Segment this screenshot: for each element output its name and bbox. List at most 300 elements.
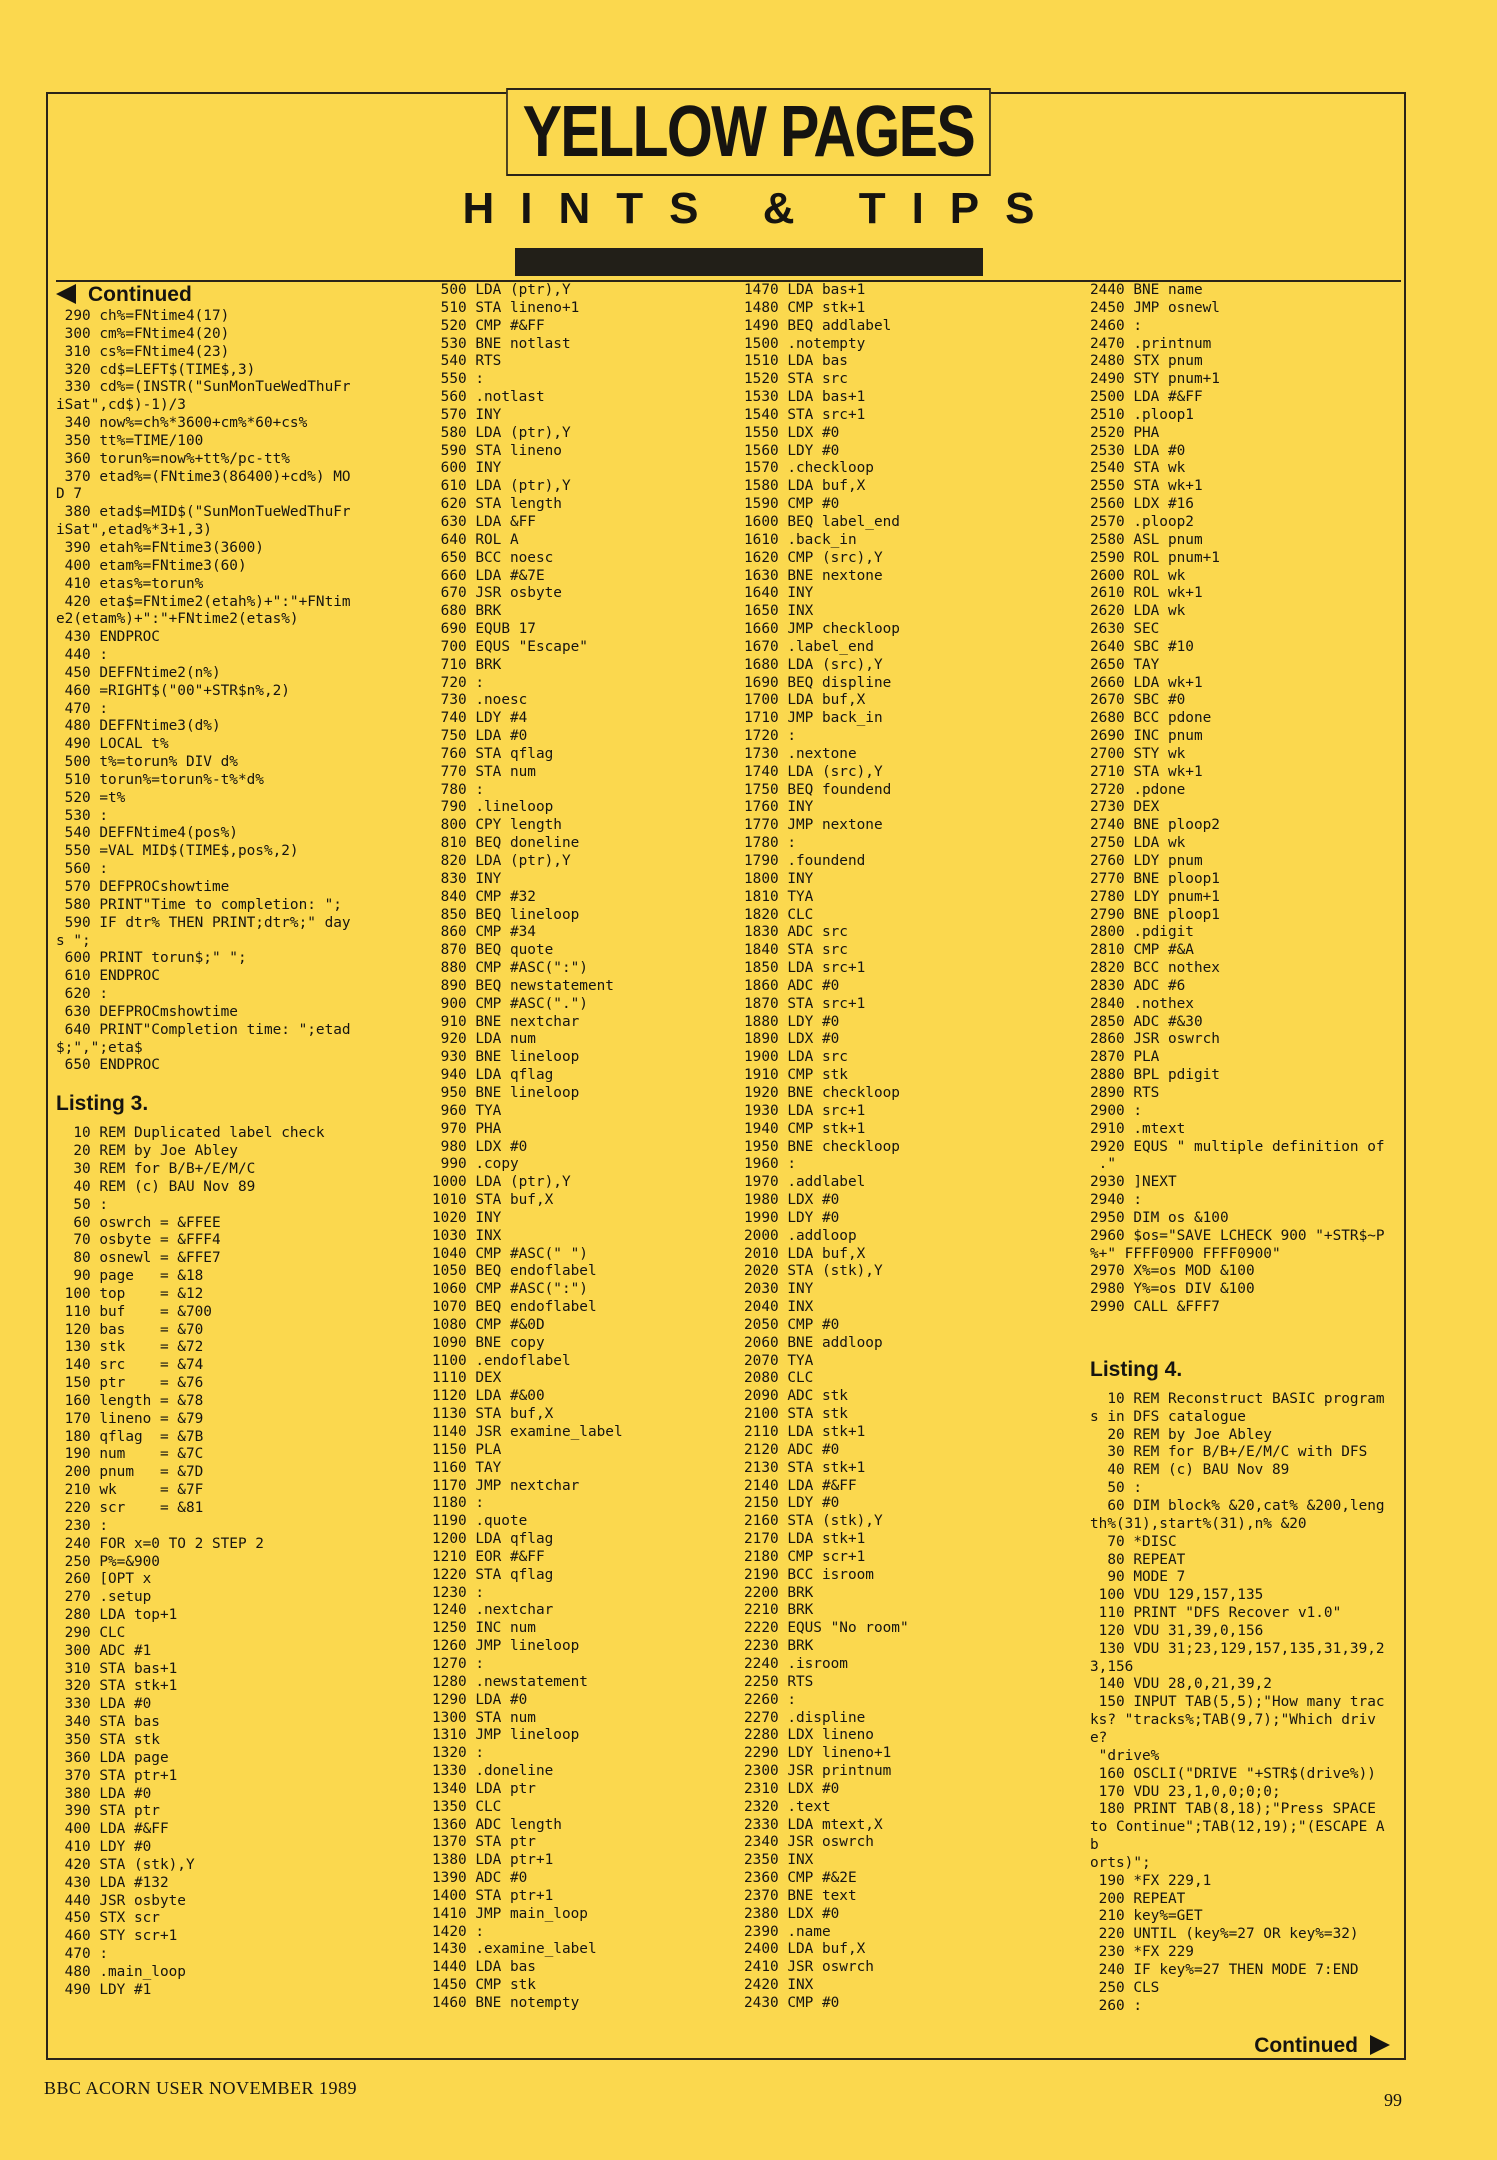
code-line: 1950 BNE checkloop [744, 1138, 900, 1155]
code-line: 1580 LDA buf,X [744, 478, 866, 495]
code-line: 10 REM Reconstruct BASIC program [1090, 1390, 1385, 1407]
code-line: 780 : [432, 781, 484, 798]
code-line: 1960 : [744, 1156, 796, 1173]
code-line: 1020 INY [432, 1209, 502, 1226]
code-line: 620 : [56, 986, 108, 1003]
code-line: e2(etam%)+":"+FNtime2(etas%) [56, 611, 299, 628]
code-line: 2400 LDA buf,X [744, 1941, 866, 1958]
code-line: 860 CMP #34 [432, 924, 536, 941]
code-line: 2500 LDA #&FF [1090, 389, 1203, 406]
code-line: 1630 BNE nextone [744, 567, 883, 584]
code-line: 210 key%=GET [1090, 1908, 1203, 1925]
code-line: 2980 Y%=os DIV &100 [1090, 1281, 1255, 1298]
code-line: 1090 BNE copy [432, 1334, 545, 1351]
code-line: 500 t%=torun% DIV d% [56, 754, 238, 771]
code-line: 2750 LDA wk [1090, 835, 1186, 852]
code-line: 2010 LDA buf,X [744, 1245, 866, 1262]
code-line: 830 INY [432, 870, 502, 887]
code-line: 690 EQUB 17 [432, 621, 536, 638]
code-line: to Continue";TAB(12,19);"(ESCAPE Ab [1090, 1819, 1385, 1854]
code-line: 1180 : [432, 1495, 484, 1512]
code-line: 200 REPEAT [1090, 1890, 1186, 1907]
code-line: 250 CLS [1090, 1979, 1160, 1996]
code-line: 2200 BRK [744, 1584, 814, 1601]
code-line: 2990 CALL &FFF7 [1090, 1299, 1220, 1316]
code-line: 1800 INY [744, 870, 814, 887]
code-line: 750 LDA #0 [432, 728, 528, 745]
code-line: 40 REM (c) BAU Nov 89 [1090, 1462, 1290, 1479]
code-line: 560 .notlast [432, 389, 545, 406]
code-line: 2440 BNE name [1090, 282, 1203, 298]
code-line: 1140 JSR examine_label [432, 1424, 623, 1440]
code-line: 1770 JMP nextone [744, 817, 883, 834]
code-line: 2520 PHA [1090, 424, 1160, 441]
code-line: 1730 .nextone [744, 745, 857, 762]
code-line: 100 VDU 129,157,135 [1090, 1587, 1264, 1604]
code-line: 510 STA lineno+1 [432, 299, 580, 316]
code-line: 650 BCC noesc [432, 549, 554, 566]
code-line: 2670 SBC #0 [1090, 692, 1186, 709]
code-line: 220 UNTIL (key%=27 OR key%=32) [1090, 1926, 1359, 1943]
code-line: 1650 INX [744, 603, 814, 620]
code-line: 1320 : [432, 1745, 484, 1762]
code-line: 80 osnewl = &FFE7 [56, 1250, 221, 1267]
code-line: 2970 X%=os MOD &100 [1090, 1263, 1255, 1280]
code-line: 2780 LDY pnum+1 [1090, 888, 1220, 905]
code-line: 2700 STY wk [1090, 745, 1186, 762]
code-line: 2720 .pdone [1090, 781, 1186, 798]
code-line: 1350 CLC [432, 1798, 502, 1815]
code-line: 180 qflag = &7B [56, 1428, 204, 1445]
code-line: 2560 LDX #16 [1090, 496, 1194, 513]
code-line: 900 CMP #ASC(".") [432, 995, 588, 1012]
code-line: s "; [56, 932, 91, 949]
code-line: 320 cd$=LEFT$(TIME$,3) [56, 361, 256, 378]
code-line: 1480 CMP stk+1 [744, 299, 866, 316]
code-line: 10 REM Duplicated label check [56, 1125, 325, 1142]
code-line: 2910 .mtext [1090, 1120, 1186, 1137]
code-line: 460 =RIGHT$("00"+STR$n%,2) [56, 682, 290, 699]
code-line: 2470 .printnum [1090, 335, 1212, 352]
code-line: 2620 LDA wk [1090, 603, 1186, 620]
code-line: 1160 TAY [432, 1459, 502, 1476]
arrow-left-icon [56, 284, 76, 304]
code-line: 760 STA qflag [432, 745, 554, 762]
code-line: 920 LDA num [432, 1031, 536, 1048]
code-line: 1330 .doneline [432, 1763, 554, 1780]
code-line: 360 LDA page [56, 1749, 169, 1766]
code-line: 550 : [432, 371, 484, 388]
code-line: 1530 LDA bas+1 [744, 389, 866, 406]
code-line: 1690 BEQ displine [744, 674, 892, 691]
code-line: 890 BEQ newstatement [432, 977, 614, 994]
code-line: 2900 : [1090, 1102, 1142, 1119]
code-line: 1430 .examine_label [432, 1941, 597, 1958]
code-line: 1900 LDA src [744, 1049, 848, 1066]
code-line: 1340 LDA ptr [432, 1780, 536, 1797]
code-line: s in DFS catalogue [1090, 1408, 1246, 1425]
code-line: 470 : [56, 1946, 108, 1963]
code-line: 360 torun%=now%+tt%/pc-tt% [56, 450, 290, 467]
code-line: 2110 LDA stk+1 [744, 1424, 866, 1440]
code-line: 2730 DEX [1090, 799, 1160, 816]
code-line: 790 .lineloop [432, 799, 554, 816]
code-line: 640 ROL A [432, 531, 519, 548]
code-line: iSat",cd$)-1)/3 [56, 397, 186, 414]
code-line: 2020 STA (stk),Y [744, 1263, 883, 1280]
code-line: 970 PHA [432, 1120, 502, 1137]
code-line: 430 ENDPROC [56, 629, 160, 646]
code-line: 2530 LDA #0 [1090, 442, 1186, 459]
continued-footer [1200, 2034, 1390, 2058]
code-line: 670 JSR osbyte [432, 585, 562, 602]
code-line: 420 eta$=FNtime2(etah%)+":"+FNtim [56, 593, 351, 610]
code-line: 20 REM by Joe Abley [56, 1143, 238, 1160]
code-line: 570 DEFPROCshowtime [56, 879, 230, 895]
code-line: iSat",etad%*3+1,3) [56, 522, 212, 539]
code-line: 2680 BCC pdone [1090, 710, 1212, 727]
code-line: 520 CMP #&FF [432, 317, 545, 334]
code-line: 2410 JSR oswrch [744, 1959, 874, 1976]
code-line: 2480 STX pnum [1090, 353, 1203, 370]
code-line: 210 wk = &7F [56, 1482, 204, 1499]
code-line: 450 STX scr [56, 1910, 160, 1927]
code-line: 1100 .endoflabel [432, 1352, 571, 1369]
code-line: 1740 LDA (src),Y [744, 763, 883, 780]
code-line: 70 osbyte = &FFF4 [56, 1232, 221, 1249]
code-line: 120 bas = &70 [56, 1321, 204, 1338]
code-line: 610 LDA (ptr),Y [432, 478, 571, 495]
listing-column-2 [432, 282, 732, 2013]
code-line: 1280 .newstatement [432, 1673, 588, 1690]
listing-column-3 [744, 282, 1044, 2013]
code-line: 20 REM by Joe Abley [1090, 1426, 1272, 1443]
code-line: 1760 INY [744, 799, 814, 816]
code-line: 2210 BRK [744, 1602, 814, 1619]
code-line: 2250 RTS [744, 1673, 814, 1690]
code-line: 1980 LDX #0 [744, 1192, 840, 1209]
code-line: 150 ptr = &76 [56, 1375, 204, 1392]
code-line: 180 PRINT TAB(8,18);"Press SPACE [1090, 1801, 1376, 1818]
code-line: 910 BNE nextchar [432, 1013, 580, 1030]
code-line: 420 STA (stk),Y [56, 1856, 195, 1873]
code-line: 1470 LDA bas+1 [744, 282, 866, 298]
code-line: 840 CMP #32 [432, 888, 536, 905]
code-line: 1460 BNE notempty [432, 1995, 580, 2011]
code-line: 150 INPUT TAB(5,5);"How many trac [1090, 1694, 1385, 1711]
code-line: 2450 JMP osnewl [1090, 299, 1220, 316]
code-line: 620 STA length [432, 496, 562, 513]
code-line: ." [1090, 1156, 1116, 1173]
code-line: 770 STA num [432, 763, 536, 780]
code-line: 230 *FX 229 [1090, 1944, 1194, 1961]
code-line: $;",";eta$ [56, 1039, 143, 1056]
code-line: 1850 LDA src+1 [744, 960, 866, 977]
code-line: 1120 LDA #&00 [432, 1388, 545, 1405]
code-line: 260 : [1090, 1997, 1142, 2014]
code-line: 140 VDU 28,0,21,39,2 [1090, 1676, 1272, 1693]
code-line: 2930 ]NEXT [1090, 1174, 1177, 1191]
code-line: 170 VDU 23,1,0,0;0;0; [1090, 1783, 1281, 1800]
code-line: 2880 BPL pdigit [1090, 1067, 1220, 1084]
code-line: 2260 : [744, 1691, 796, 1708]
code-line: 480 .main_loop [56, 1963, 186, 1980]
code-line: 2830 ADC #6 [1090, 977, 1186, 994]
code-line: 2590 ROL pnum+1 [1090, 549, 1220, 566]
code-line: 30 REM for B/B+/E/M/C with DFS [1090, 1444, 1368, 1461]
code-line: 90 MODE 7 [1090, 1569, 1186, 1586]
code-line: 810 BEQ doneline [432, 835, 580, 852]
spacer [56, 1075, 376, 1083]
code-line: 350 tt%=TIME/100 [56, 432, 204, 449]
code-line: 260 [OPT x [56, 1571, 152, 1588]
code-line: 340 now%=ch%*3600+cm%*60+cs% [56, 415, 308, 432]
code-line: 540 DEFFNtime4(pos%) [56, 825, 238, 842]
code-line: 2550 STA wk+1 [1090, 478, 1203, 495]
code-line: 60 DIM block% &20,cat% &200,leng [1090, 1498, 1385, 1514]
code-line: 1190 .quote [432, 1513, 528, 1530]
code-line: 930 BNE lineloop [432, 1049, 580, 1066]
code-line: 640 PRINT"Completion time: ";etad [56, 1021, 351, 1038]
code-line: 1260 JMP lineloop [432, 1638, 580, 1655]
code-line: 2290 LDY lineno+1 [744, 1745, 892, 1762]
code-line: 2950 DIM os &100 [1090, 1209, 1229, 1226]
code-line: 1540 STA src+1 [744, 406, 866, 423]
arrow-right-icon [1370, 2035, 1390, 2055]
code-line: 600 PRINT torun$;" "; [56, 950, 247, 967]
code-line: 2820 BCC nothex [1090, 960, 1220, 977]
listing-column-4 [1090, 282, 1390, 2015]
code-line: 2710 STA wk+1 [1090, 763, 1203, 780]
code-line: 580 PRINT"Time to completion: "; [56, 896, 342, 913]
code-line: 1370 STA ptr [432, 1834, 536, 1851]
code-line: 2600 ROL wk [1090, 567, 1186, 584]
code-line: 490 LOCAL t% [56, 736, 169, 753]
code-line: 480 DEFFNtime3(d%) [56, 718, 221, 735]
code-line: 390 STA ptr [56, 1803, 160, 1820]
listing-column-1 [56, 282, 376, 2000]
code-line: 290 CLC [56, 1624, 126, 1641]
code-line: 1830 ADC src [744, 924, 848, 941]
code-line: 340 STA bas [56, 1714, 160, 1731]
code-line: 350 STA stk [56, 1731, 160, 1748]
code-line: 2760 LDY pnum [1090, 853, 1203, 869]
code-line: 190 num = &7C [56, 1446, 204, 1463]
code-line: 2320 .text [744, 1798, 831, 1815]
code-line: 1720 : [744, 728, 796, 745]
code-line: 1050 BEQ endoflabel [432, 1263, 597, 1280]
code-line: 2770 BNE ploop1 [1090, 870, 1220, 887]
code-line: 1210 EOR #&FF [432, 1548, 545, 1565]
code-line: 50 : [1090, 1480, 1142, 1497]
code-line: 1660 JMP checkloop [744, 621, 900, 638]
header-bar [515, 248, 983, 276]
publication-footer: BBC ACORN USER NOVEMBER 1989 [44, 2078, 358, 2098]
code-line: 2100 STA stk [744, 1406, 848, 1423]
code-line: 1000 LDA (ptr),Y [432, 1174, 571, 1191]
code-line: 2860 JSR oswrch [1090, 1031, 1220, 1048]
code-line: 230 : [56, 1517, 108, 1534]
code-line: 2610 ROL wk+1 [1090, 585, 1203, 602]
code-line: 510 torun%=torun%-t%*d% [56, 771, 264, 788]
code-line: 740 LDY #4 [432, 710, 528, 727]
code-line: 530 : [56, 807, 108, 824]
code-line: 2310 LDX #0 [744, 1780, 840, 1797]
code-line: 2050 CMP #0 [744, 1316, 840, 1333]
code-line: 1450 CMP stk [432, 1977, 536, 1994]
code-line: 1130 STA buf,X [432, 1406, 554, 1423]
page-header [0, 88, 1497, 276]
code-line: 1790 .foundend [744, 853, 866, 869]
code-line: 1920 BNE checkloop [744, 1084, 900, 1101]
code-line: 580 LDA (ptr),Y [432, 424, 571, 441]
code-line: 450 DEFFNtime2(n%) [56, 664, 221, 681]
code-line: 240 FOR x=0 TO 2 STEP 2 [56, 1535, 264, 1552]
spacer [1090, 1349, 1390, 1357]
code-line: 1940 CMP stk+1 [744, 1120, 866, 1137]
code-line: 2160 STA (stk),Y [744, 1513, 883, 1530]
code-line: 440 : [56, 647, 108, 664]
code-line: 520 =t% [56, 789, 126, 806]
code-line: 2360 CMP #&2E [744, 1870, 857, 1887]
code-line: 2810 CMP #&A [1090, 942, 1194, 959]
code-line: 440 JSR osbyte [56, 1892, 186, 1909]
code-line: 1570 .checkloop [744, 460, 874, 477]
code-line: 630 LDA &FF [432, 513, 536, 530]
code-line: 2510 .ploop1 [1090, 406, 1194, 423]
code-line: 310 cs%=FNtime4(23) [56, 343, 230, 360]
code-line: ks? "tracks%;TAB(9,7);"Which drive? [1090, 1712, 1376, 1746]
code-line: 1270 : [432, 1655, 484, 1672]
code-line: 2270 .displine [744, 1709, 866, 1726]
code-line: 2920 EQUS " multiple definition of [1090, 1138, 1385, 1155]
code-line: 2240 .isroom [744, 1655, 848, 1672]
code-line: 220 scr = &81 [56, 1500, 204, 1516]
code-line: 2060 BNE addloop [744, 1334, 883, 1351]
code-line: 590 IF dtr% THEN PRINT;dtr%;" day [56, 914, 351, 931]
code-line: 2840 .nothex [1090, 995, 1194, 1012]
code-line: 720 : [432, 674, 484, 691]
code-line: 2540 STA wk [1090, 460, 1186, 477]
spacer [1090, 1325, 1390, 1333]
code-line: 2140 LDA #&FF [744, 1477, 857, 1494]
code-line: 590 STA lineno [432, 442, 562, 459]
code-line: 300 ADC #1 [56, 1642, 152, 1659]
code-line: 2370 BNE text [744, 1887, 857, 1904]
code-line: 280 LDA top+1 [56, 1607, 178, 1624]
code-line: 2490 STY pnum+1 [1090, 371, 1220, 388]
code-line: 1310 JMP lineloop [432, 1727, 580, 1744]
code-line: 1820 CLC [744, 906, 814, 923]
listing-heading: Listing 3. [56, 1092, 149, 1116]
code-line: 2740 BNE ploop2 [1090, 817, 1220, 834]
code-line: 100 top = &12 [56, 1285, 204, 1302]
code-line: 2630 SEC [1090, 621, 1160, 638]
code-line: 1590 CMP #0 [744, 496, 840, 513]
code-line: 680 BRK [432, 603, 502, 620]
code-line: 370 STA ptr+1 [56, 1767, 178, 1784]
code-line: 650 ENDPROC [56, 1057, 160, 1074]
code-line: 1030 INX [432, 1227, 502, 1244]
code-line: 2580 ASL pnum [1090, 531, 1203, 548]
code-line: 1710 JMP back_in [744, 710, 883, 727]
code-line: 1240 .nextchar [432, 1602, 554, 1619]
code-line: 2800 .pdigit [1090, 924, 1194, 941]
code-line: 370 etad%=(FNtime3(86400)+cd%) MO [56, 468, 351, 485]
code-line: 630 DEFPROCmshowtime [56, 1003, 238, 1020]
code-line: 1780 : [744, 835, 796, 852]
code-line: 2040 INX [744, 1299, 814, 1316]
code-line: 460 STY scr+1 [56, 1928, 178, 1945]
code-line: 850 BEQ lineloop [432, 906, 580, 923]
code-line: 30 REM for B/B+/E/M/C [56, 1160, 256, 1177]
code-line: "drive% [1090, 1747, 1160, 1764]
code-line: 1220 STA qflag [432, 1566, 554, 1583]
code-line: 330 cd%=(INSTR("SunMonTueWedThuFr [56, 379, 351, 396]
code-line: 1990 LDY #0 [744, 1209, 840, 1226]
spacer [56, 1083, 376, 1091]
code-line: 2350 INX [744, 1852, 814, 1869]
code-line: 470 : [56, 700, 108, 717]
code-line: 1880 LDY #0 [744, 1013, 840, 1030]
code-line: 1250 INC num [432, 1620, 536, 1637]
code-line: 140 src = &74 [56, 1357, 204, 1374]
code-line: 3,156 [1090, 1658, 1134, 1675]
code-line: 2280 LDX lineno [744, 1727, 874, 1744]
spacer [1090, 1333, 1390, 1341]
code-line: 1420 : [432, 1923, 484, 1940]
code-line: 1520 STA src [744, 371, 848, 388]
code-line: 200 pnum = &7D [56, 1464, 204, 1481]
code-line: 960 TYA [432, 1102, 502, 1119]
code-line: 730 .noesc [432, 692, 528, 709]
spacer [56, 1117, 376, 1125]
code-line: 40 REM (c) BAU Nov 89 [56, 1178, 256, 1195]
page-subtitle: HINTS & TIPS [462, 184, 1061, 233]
code-line: 2430 CMP #0 [744, 1995, 840, 2011]
code-line: 60 oswrch = &FFEE [56, 1214, 221, 1231]
code-line: 870 BEQ quote [432, 942, 554, 959]
code-line: 170 lineno = &79 [56, 1410, 204, 1427]
code-line: 110 buf = &700 [56, 1303, 212, 1320]
spacer [1090, 1341, 1390, 1349]
spacer [1090, 1317, 1390, 1325]
code-line: 160 OSCLI("DRIVE "+STR$(drive%)) [1090, 1765, 1376, 1782]
code-line: 2380 LDX #0 [744, 1905, 840, 1922]
code-line: 1600 BEQ label_end [744, 513, 900, 530]
code-line: 1290 LDA #0 [432, 1691, 528, 1708]
code-line: 2960 $os="SAVE LCHECK 900 "+STR$~P [1090, 1227, 1385, 1244]
code-line: 270 .setup [56, 1589, 152, 1606]
code-line: 550 =VAL MID$(TIME$,pos%,2) [56, 843, 299, 860]
code-line: 160 length = &78 [56, 1392, 204, 1409]
code-line: 2870 PLA [1090, 1049, 1160, 1066]
code-line: 2300 JSR printnum [744, 1763, 892, 1780]
code-line: 1930 LDA src+1 [744, 1102, 866, 1119]
code-line: %+" FFFF0900 FFFF0900" [1090, 1245, 1281, 1262]
code-line: 1670 .label_end [744, 638, 874, 655]
code-line: 1040 CMP #ASC(" ") [432, 1245, 588, 1262]
code-line: 540 RTS [432, 353, 502, 370]
code-line: 1870 STA src+1 [744, 995, 866, 1012]
code-line: 1610 .back_in [744, 531, 857, 548]
code-line: 2790 BNE ploop1 [1090, 906, 1220, 923]
code-line: 1700 LDA buf,X [744, 692, 866, 709]
code-line: th%(31),start%(31),n% &20 [1090, 1515, 1307, 1532]
code-line: 400 LDA #&FF [56, 1821, 169, 1838]
code-line: 2850 ADC #&30 [1090, 1013, 1203, 1030]
code-line: 410 LDY #0 [56, 1839, 152, 1856]
